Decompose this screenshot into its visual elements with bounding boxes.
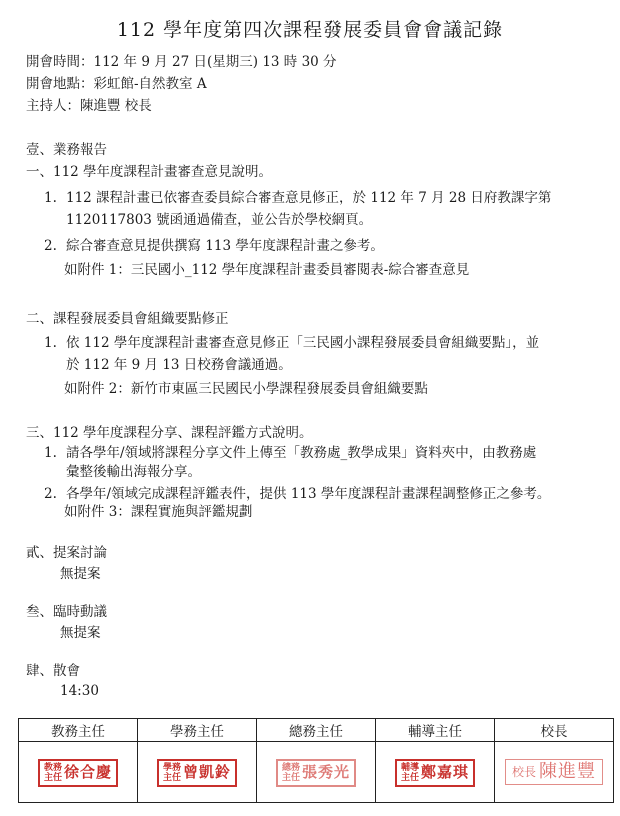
signature-header: 校長 bbox=[495, 719, 614, 742]
general-affairs-director-seal: 總務 主任 張秀光 bbox=[276, 759, 356, 787]
signature-header: 教務主任 bbox=[19, 719, 138, 742]
item-number: 1. bbox=[44, 445, 57, 461]
subsection-1c-heading: 三、112 學年度課程分享、課程評鑑方式說明。 bbox=[26, 425, 313, 441]
signature-header: 輔導主任 bbox=[376, 719, 495, 742]
principal-seal: 校長 陳進豐 bbox=[505, 759, 603, 785]
signature-cell bbox=[376, 742, 495, 803]
section-3-body: 無提案 bbox=[60, 625, 101, 641]
signature-cell bbox=[19, 742, 138, 803]
section-4-body: 14:30 bbox=[60, 683, 99, 699]
item-text: 彙整後輸出海報分享。 bbox=[66, 464, 201, 480]
item-number: 1. bbox=[44, 190, 57, 206]
attachment-note: 如附件 2：新竹市東區三民國民小學課程發展委員會組織要點 bbox=[64, 381, 428, 397]
section-2-heading: 貳、提案討論 bbox=[26, 545, 107, 561]
subsection-1a-heading: 一、112 學年度課程計畫審查意見說明。 bbox=[26, 164, 273, 180]
item-text: 依 112 學年度課程計畫審查意見修正「三民國小課程發展委員會組織要點」，並 bbox=[66, 335, 540, 351]
meeting-time: 開會時間：112 年 9 月 27 日(星期三) 13 時 30 分 bbox=[26, 54, 337, 70]
signature-table bbox=[18, 718, 614, 803]
item-text: 綜合審查意見提供撰寫 113 學年度課程計畫之參考。 bbox=[66, 238, 384, 254]
meeting-chair: 主持人：陳進豐 校長 bbox=[26, 98, 152, 114]
section-4-heading: 肆、散會 bbox=[26, 663, 80, 679]
item-text: 請各學年/領域將課程分享文件上傳至「教務處_教學成果」資料夾中，由教務處 bbox=[66, 445, 537, 461]
attachment-note: 如附件 3：課程實施與評鑑規劃 bbox=[64, 504, 253, 520]
item-text: 各學年/領域完成課程評鑑表件，提供 113 學年度課程計畫課程調整修正之參考。 bbox=[66, 486, 551, 502]
item-number: 2. bbox=[44, 238, 57, 254]
item-text: 112 課程計畫已依審查委員綜合審查意見修正，於 112 年 7 月 28 日府教課字第 bbox=[66, 190, 552, 206]
subsection-1b-heading: 二、課程發展委員會組織要點修正 bbox=[26, 311, 229, 327]
section-1-heading: 壹、業務報告 bbox=[26, 142, 107, 158]
signature-cell bbox=[495, 742, 614, 803]
section-2-body: 無提案 bbox=[60, 566, 101, 582]
academic-director-seal: 教務 主任 徐合慶 bbox=[38, 759, 118, 787]
signature-header: 總務主任 bbox=[257, 719, 376, 742]
attachment-note: 如附件 1：三民國小_112 學年度課程計畫委員審閱表-綜合審查意見 bbox=[64, 262, 470, 278]
meeting-place: 開會地點：彩虹館-自然教室 A bbox=[26, 76, 207, 92]
item-text: 1120117803 號函通過備查，並公告於學校網頁。 bbox=[66, 212, 373, 228]
student-affairs-director-seal: 學務 主任 曾凱鈴 bbox=[157, 759, 237, 787]
counseling-director-seal: 輔導 主任 鄭嘉琪 bbox=[395, 759, 475, 787]
signature-cell bbox=[257, 742, 376, 803]
item-number: 1. bbox=[44, 335, 57, 351]
signature-cell bbox=[138, 742, 257, 803]
item-number: 2. bbox=[44, 486, 57, 502]
document-title: 112 學年度第四次課程發展委員會會議記錄 bbox=[116, 19, 504, 41]
signature-header: 學務主任 bbox=[138, 719, 257, 742]
section-3-heading: 叁、臨時動議 bbox=[26, 604, 107, 620]
item-text: 於 112 年 9 月 13 日校務會議通過。 bbox=[66, 357, 292, 373]
